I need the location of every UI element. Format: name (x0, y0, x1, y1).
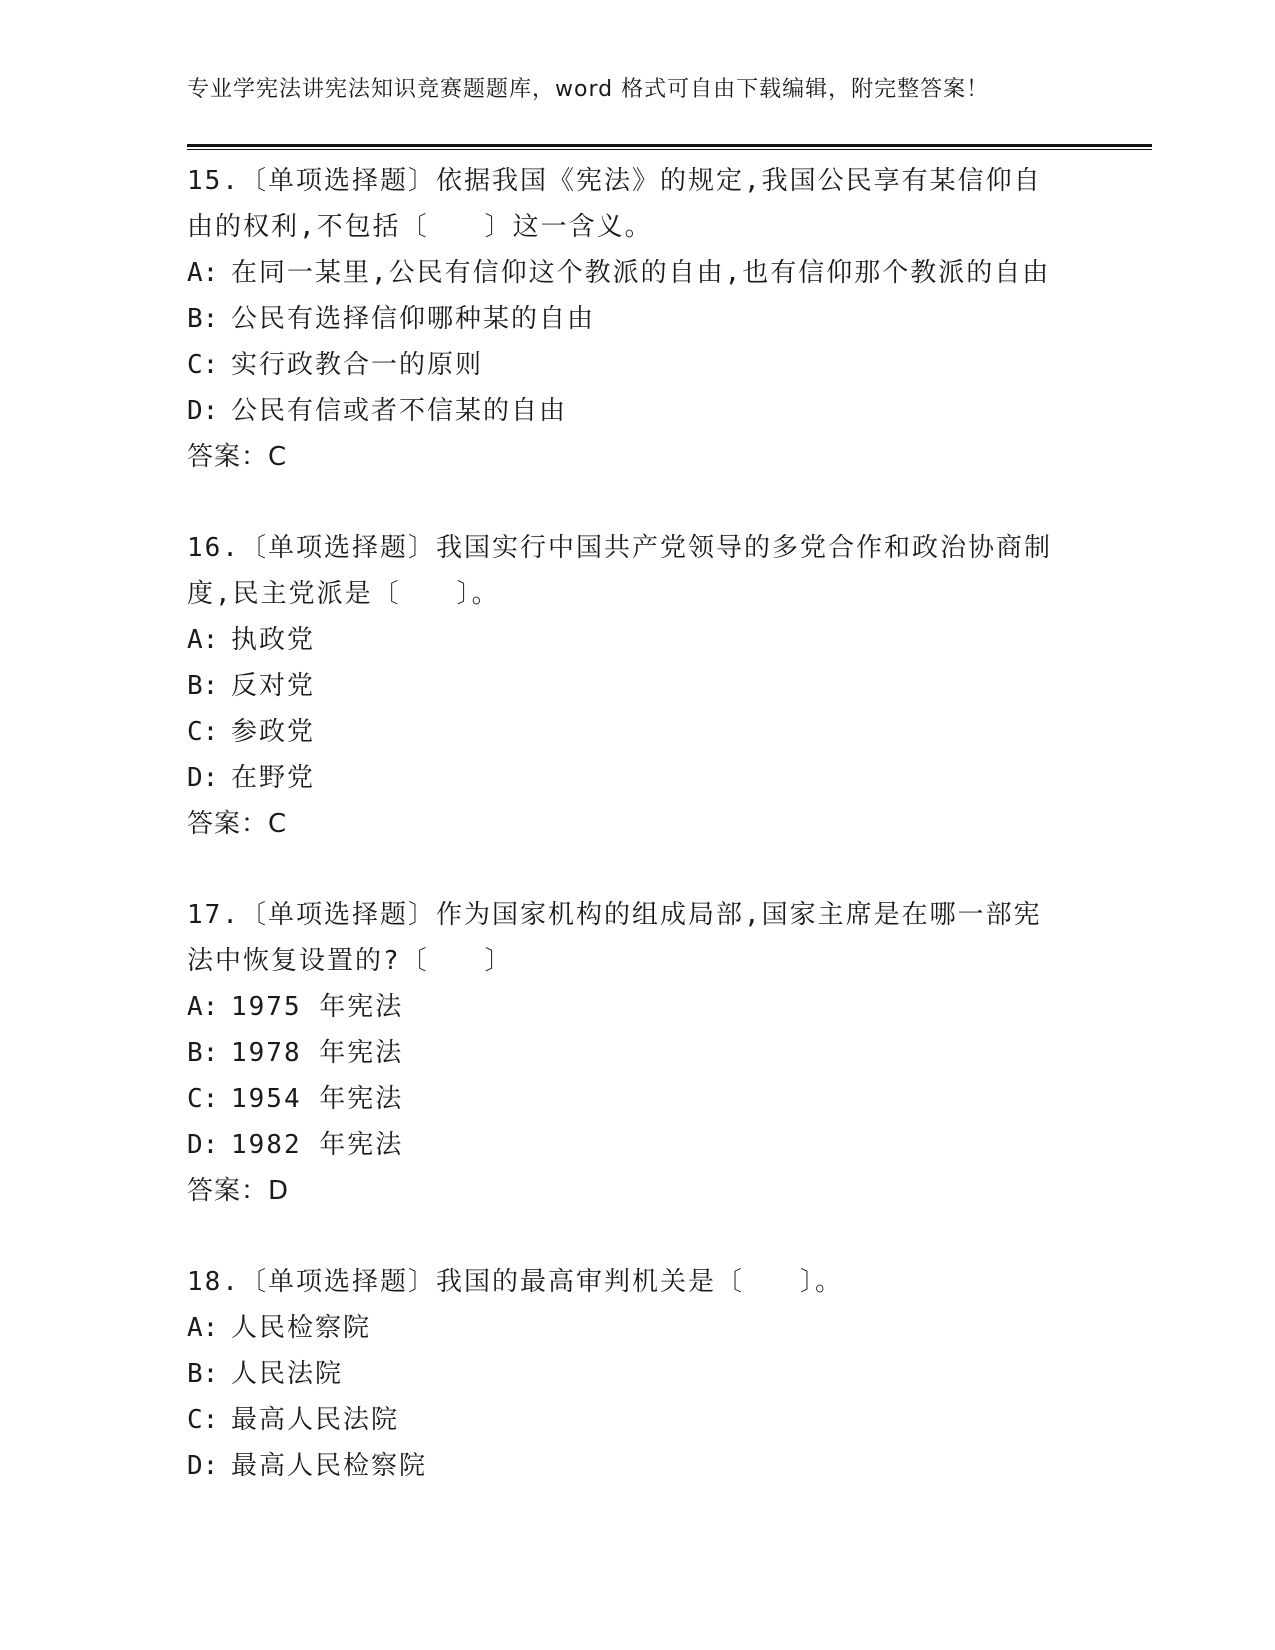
option-letter: D: (187, 1130, 219, 1160)
option-text: 公民有选择信仰哪种某的自由 (231, 304, 596, 334)
question-18 (187, 1259, 1087, 1489)
option-a (187, 250, 1087, 296)
option-text: 最高人民检察院 (231, 1451, 428, 1481)
question-list (187, 158, 1087, 1534)
option-text: 最高人民法院 (231, 1405, 400, 1435)
option-letter: D: (187, 396, 219, 426)
option-text: 1975 年宪法 (231, 992, 404, 1022)
option-text: 1954 年宪法 (231, 1084, 404, 1114)
option-letter: D: (187, 1451, 219, 1481)
option-text: 人民检察院 (231, 1313, 372, 1343)
option-letter: C: (187, 350, 219, 380)
option-text: 实行政教合一的原则 (231, 350, 484, 380)
option-text: 1978 年宪法 (231, 1038, 404, 1068)
option-letter: C: (187, 1405, 219, 1435)
option-text: 参政党 (231, 717, 316, 747)
page-header: 专业学宪法讲宪法知识竞赛题题库，word 格式可自由下载编辑，附完整答案！ (187, 77, 990, 102)
option-letter: A: (187, 258, 219, 288)
option-letter: C: (187, 717, 219, 747)
option-text: 在野党 (231, 763, 316, 793)
option-c (187, 709, 1087, 755)
option-c (187, 342, 1087, 388)
option-letter: B: (187, 304, 219, 334)
question-stem: 18.〔单项选择题〕我国的最高审判机关是〔 〕。 (187, 1267, 843, 1297)
option-d (187, 755, 1087, 801)
question-16 (187, 525, 1087, 847)
option-b (187, 1030, 1087, 1076)
question-stem: 16.〔单项选择题〕我国实行中国共产党领导的多党合作和政治协商制 (187, 533, 1052, 563)
answer-line: 答案：C (187, 442, 288, 472)
option-letter: A: (187, 1313, 219, 1343)
option-c (187, 1076, 1087, 1122)
option-letter: A: (187, 992, 219, 1022)
option-text: 执政党 (231, 625, 316, 655)
question-17 (187, 892, 1087, 1214)
option-letter: C: (187, 1084, 219, 1114)
option-text: 反对党 (231, 671, 316, 701)
option-a (187, 1305, 1087, 1351)
question-stem-continued: 度,民主党派是〔 〕。 (187, 579, 500, 609)
answer-line: 答案：C (187, 809, 288, 839)
option-letter: B: (187, 1359, 219, 1389)
answer-line: 答案：D (187, 1176, 290, 1206)
header-divider (187, 144, 1152, 150)
question-stem-continued: 由的权利,不包括〔 〕这一含义。 (187, 212, 653, 242)
question-stem-continued: 法中恢复设置的?〔 〕 (187, 946, 513, 976)
option-letter: B: (187, 671, 219, 701)
option-text: 公民有信或者不信某的自由 (231, 396, 568, 426)
option-text: 人民法院 (231, 1359, 344, 1389)
option-text: 在同一某里,公民有信仰这个教派的自由,也有信仰那个教派的自由 (231, 258, 1051, 288)
question-stem: 15.〔单项选择题〕依据我国《宪法》的规定,我国公民享有某信仰自 (187, 166, 1042, 196)
option-a (187, 984, 1087, 1030)
option-text: 1982 年宪法 (231, 1130, 404, 1160)
option-b (187, 296, 1087, 342)
option-d (187, 1443, 1087, 1489)
option-c (187, 1397, 1087, 1443)
option-a (187, 617, 1087, 663)
option-b (187, 663, 1087, 709)
option-letter: D: (187, 763, 219, 793)
option-d (187, 388, 1087, 434)
option-letter: A: (187, 625, 219, 655)
question-stem: 17.〔单项选择题〕作为国家机构的组成局部,国家主席是在哪一部宪 (187, 900, 1042, 930)
option-b (187, 1351, 1087, 1397)
option-d (187, 1122, 1087, 1168)
option-letter: B: (187, 1038, 219, 1068)
question-15 (187, 158, 1087, 480)
